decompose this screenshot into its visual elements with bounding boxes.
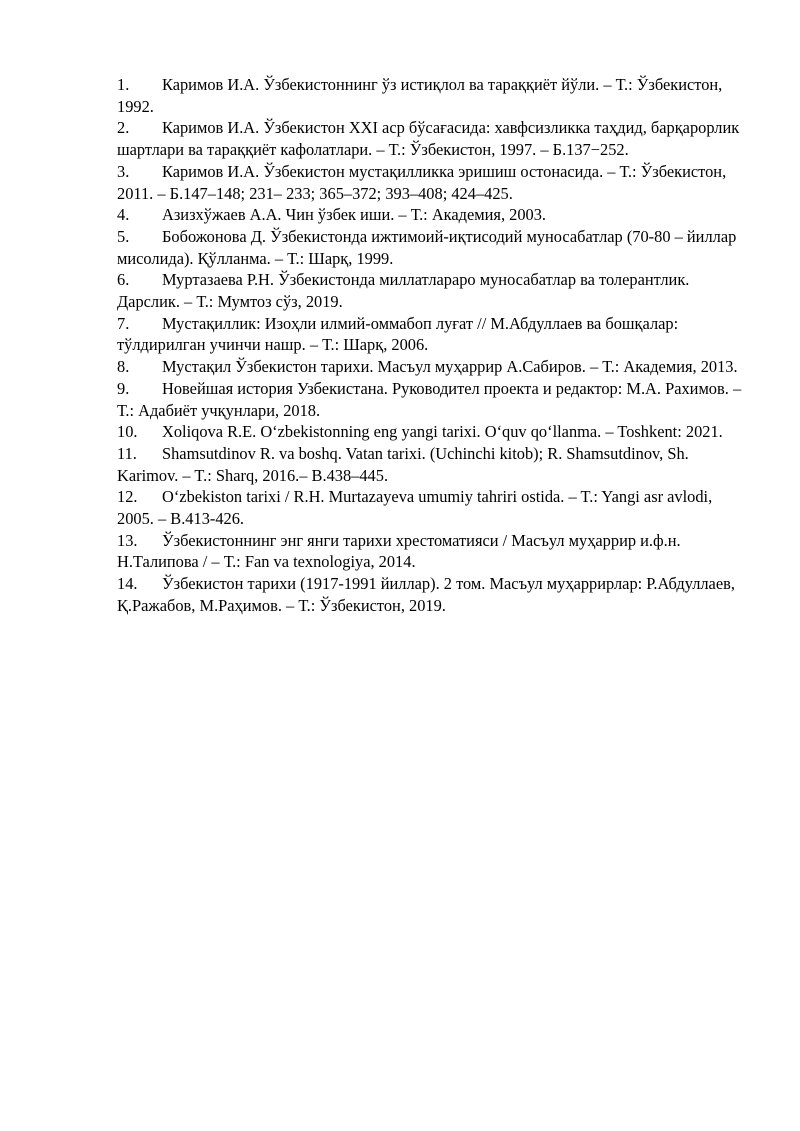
reference-number: 3.	[117, 161, 130, 181]
reference-text: Ўзбекистон тарихи (1917-1991 йиллар). 2 том. Масъул муҳаррирлар: Р.Абдуллаев, Қ.Ражабов, М.Раҳимов. – Т.: Ўзбекистон, 2019.	[117, 574, 735, 615]
reference-number: 7.	[117, 313, 130, 333]
reference-number: 9.	[117, 378, 130, 398]
reference-text: Каримов И.А. Ўзбекистоннинг ўз истиқлол ва тараққиёт йўли. – Т.: Ўзбекистон, 1992.	[117, 75, 723, 116]
reference-item	[117, 269, 745, 312]
reference-number: 5.	[117, 226, 130, 246]
reference-item	[117, 117, 745, 160]
reference-text: Ўзбекистоннинг энг янги тарихи хрестоматияси / Масъул муҳаррир и.ф.н. Н.Талипова / – Т.: Fan va texnologiya, 2014.	[117, 530, 681, 572]
reference-list	[117, 74, 745, 617]
reference-text: Shamsutdinov R. va boshq. Vatan tarixi. (Uchinchi kitob); R. Shamsutdinov, Sh. Karimov. – T.: Sharq, 2016.– B.438–445.	[117, 443, 689, 485]
reference-item	[117, 378, 745, 421]
reference-text: Новейшая история Узбекистана. Руководител проекта и редактор: М.А. Рахимов. – Т.: Адабиёт учқунлари, 2018.	[117, 378, 742, 420]
reference-text: Бобожонова Д. Ўзбекистонда ижтимоий-иқтисодий муносабатлар (70-80 – йиллар мисолида). Қўлланма. – Т.: Шарқ, 1999.	[117, 226, 737, 268]
reference-number: 13.	[117, 530, 138, 550]
reference-text: Азизхўжаев А.А. Чин ўзбек иши. – Т.: Академия, 2003.	[162, 205, 547, 225]
reference-number: 2.	[117, 118, 130, 138]
reference-item	[117, 486, 745, 529]
reference-text: Муртазаева Р.Н. Ўзбекистонда миллатлараро муносабатлар ва толерантлик. Дарслик. – Т.: Мумтоз сўз, 2019.	[117, 270, 690, 312]
reference-number: 14.	[117, 574, 138, 594]
reference-item	[117, 204, 745, 226]
reference-number: 11.	[117, 443, 137, 463]
reference-text: Каримов И.А. Ўзбекистон XXI аср бўсағасида: хавфсизликка таҳдид, барқарорлик шартлари ва тараққиёт кафолатлари. – Т.: Ўзбекистон, 1997. – Б.137−252.	[117, 118, 740, 160]
reference-text: Мустақиллик: Изоҳли илмий-оммабоп луғат // М.Абдуллаев ва бошқалар: тўлдирилган учинчи нашр. – Т.: Шарқ, 2006.	[117, 313, 679, 355]
reference-text: Мустақил Ўзбекистон тарихи. Масъул муҳаррир А.Сабиров. – Т.: Академия, 2013.	[162, 357, 738, 377]
reference-item	[117, 573, 745, 616]
reference-item	[117, 74, 745, 117]
reference-number: 8.	[117, 357, 130, 377]
reference-number: 4.	[117, 205, 130, 225]
reference-text: O‘zbekiston tarixi / R.H. Murtazayeva umumiy tahriri ostida. – T.: Yangi asr avlodi, 2005. – B.413-426.	[117, 487, 713, 529]
reference-item	[117, 226, 745, 269]
reference-text: Каримов И.А. Ўзбекистон мустақилликка эришиш остонасида. – Т.: Ўзбекистон, 2011. – Б.147–148; 231– 233; 365–372; 393–408; 424–425.	[117, 161, 727, 203]
reference-item	[117, 443, 745, 486]
reference-text: Xoliqova R.E. O‘zbekistonning eng yangi tarixi. O‘quv qo‘llanma. – Toshkent: 2021.	[162, 422, 723, 442]
reference-item	[117, 161, 745, 204]
reference-item	[117, 356, 745, 378]
reference-item	[117, 313, 745, 356]
reference-number: 10.	[117, 422, 138, 442]
reference-number: 6.	[117, 270, 130, 290]
reference-number: 12.	[117, 487, 138, 507]
reference-item	[117, 530, 745, 573]
reference-number: 1.	[117, 75, 130, 94]
reference-item	[117, 421, 745, 443]
